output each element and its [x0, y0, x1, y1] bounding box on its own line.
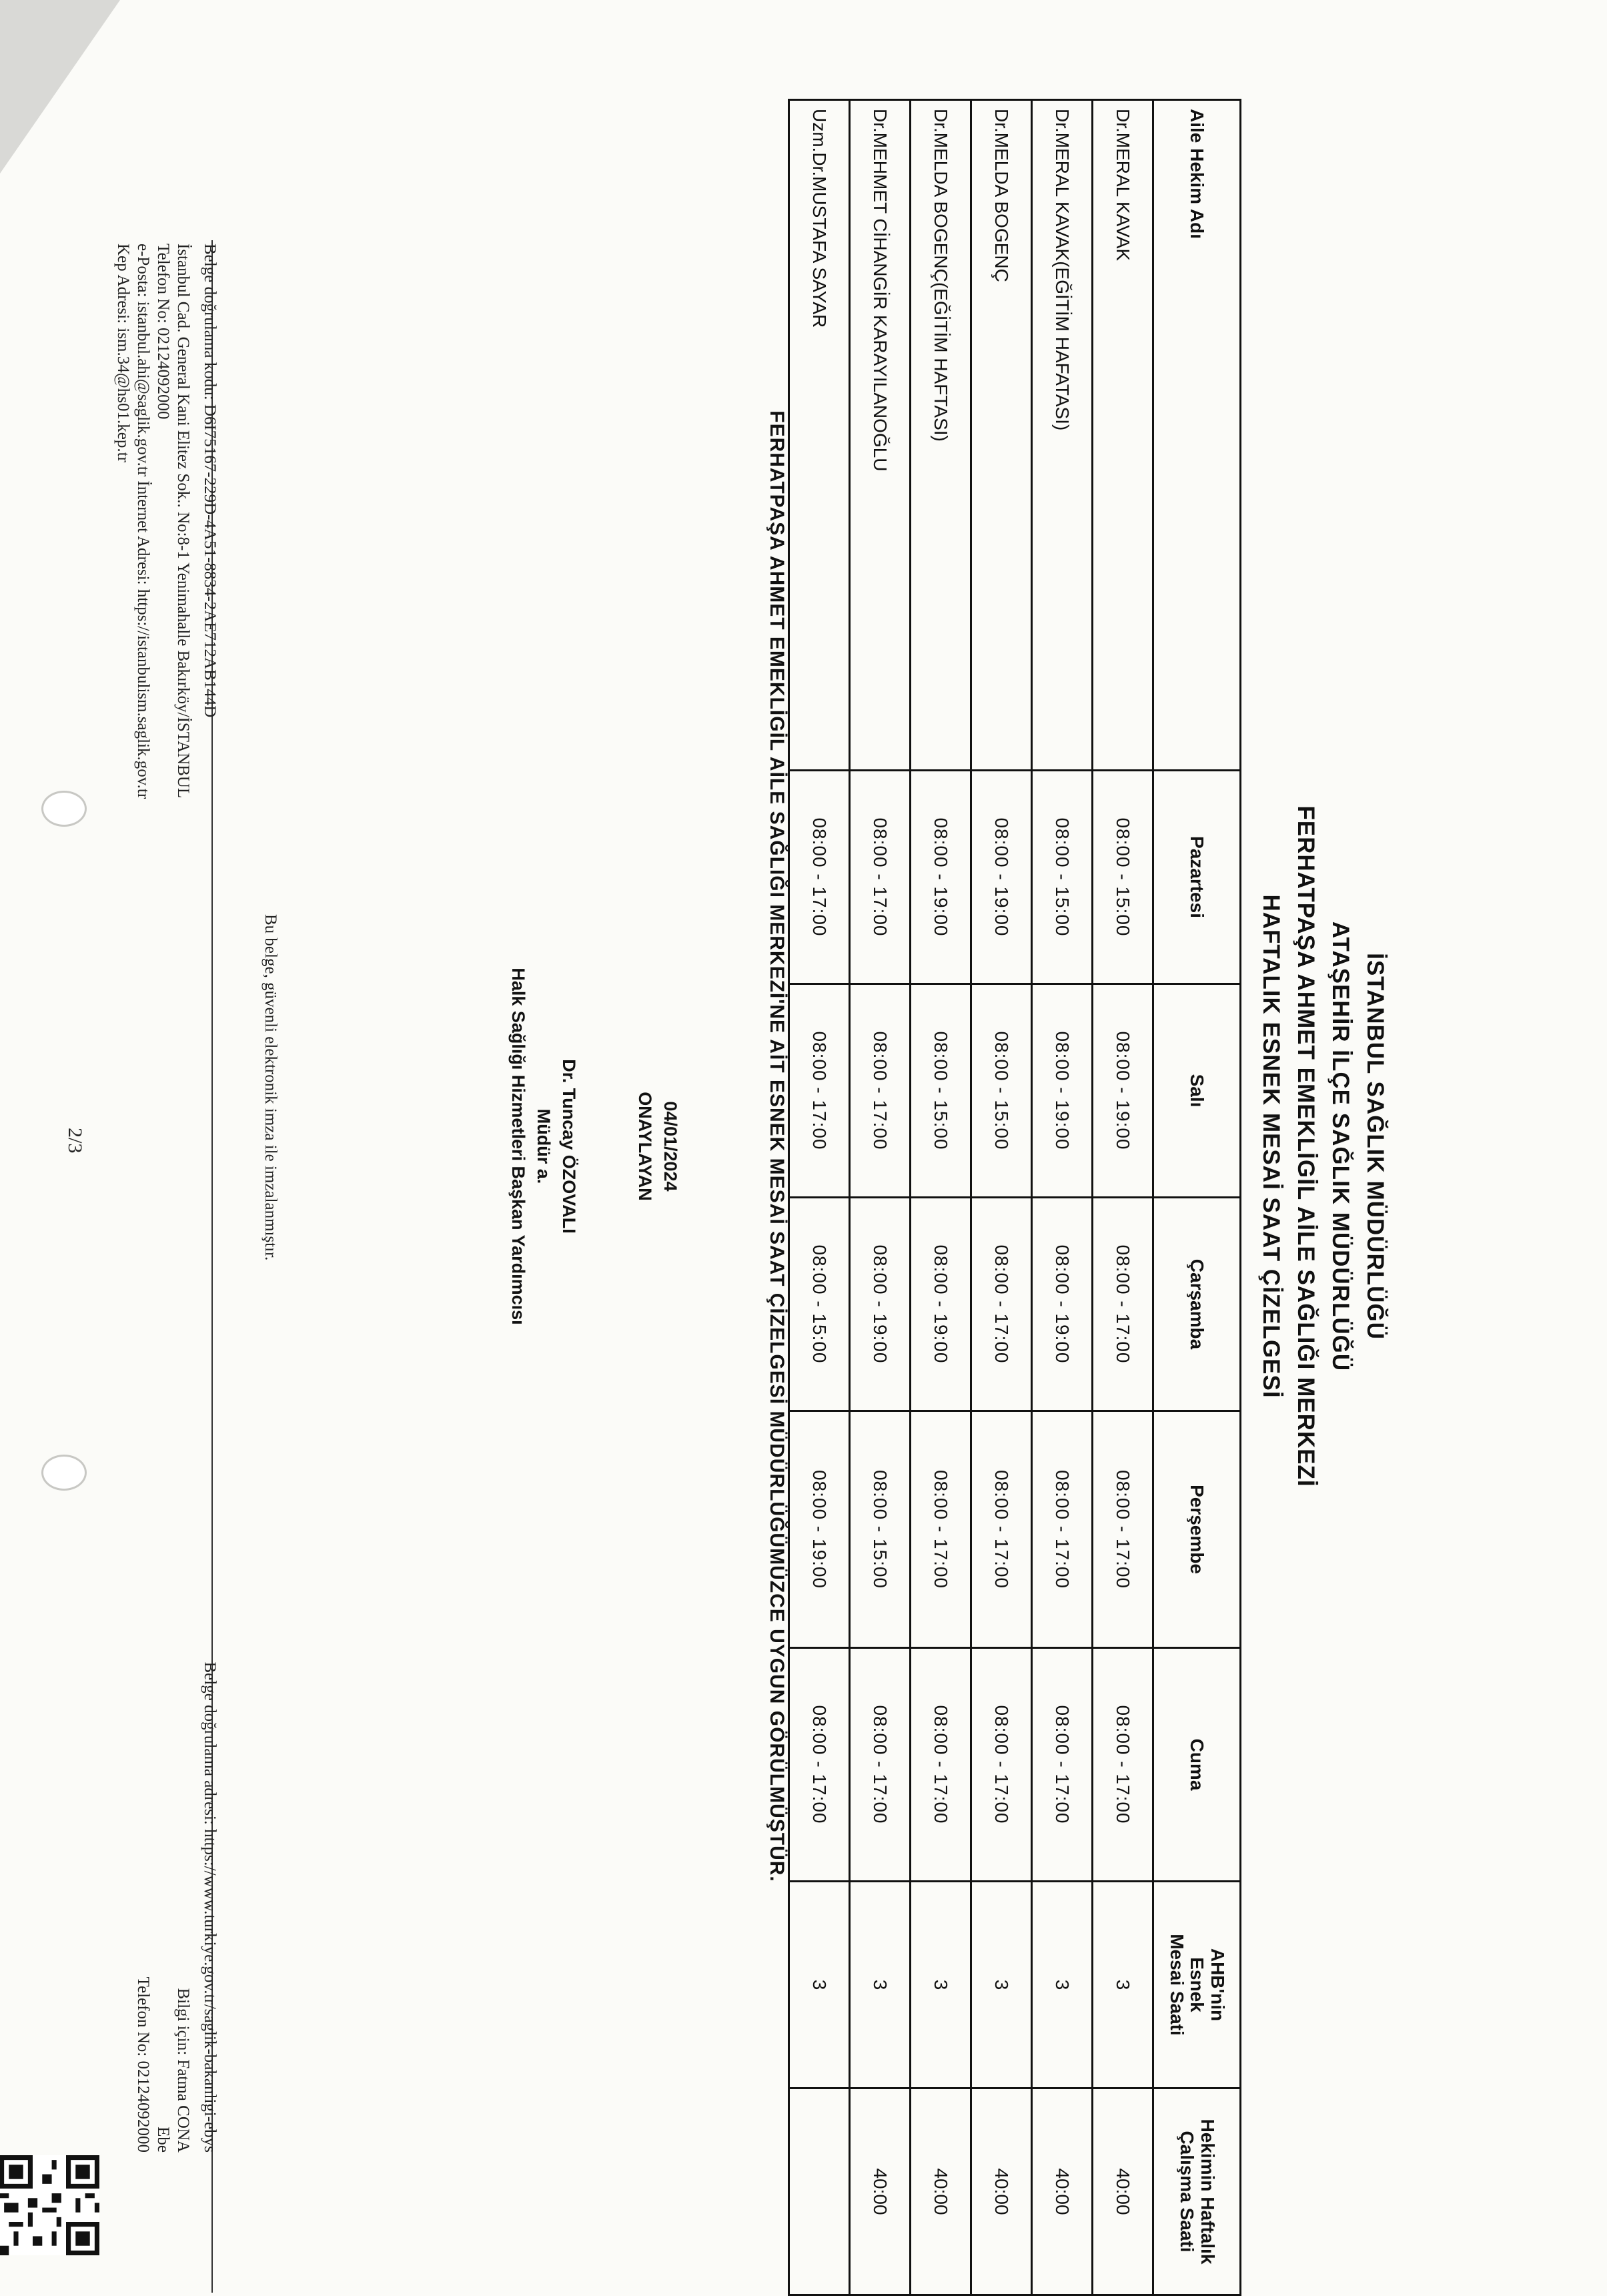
col-header-flex-line1: AHB'nin [1207, 1948, 1229, 2022]
friday-hours: 08:00 - 17:00 [789, 1648, 850, 1882]
wednesday-hours: 08:00 - 19:00 [1032, 1198, 1093, 1411]
thursday-hours: 08:00 - 17:00 [911, 1411, 971, 1648]
signer-title: Müdür a. [534, 1108, 554, 1184]
col-header-friday: Cuma [1153, 1648, 1241, 1882]
signature-space [582, 667, 632, 1625]
thursday-hours: 08:00 - 15:00 [850, 1411, 911, 1648]
footer-email: e-Posta: istanbul.ahi@saglik.gov.tr İnternet Adresi: https://istanbulism.saglik.gov.tr [134, 244, 152, 799]
col-header-weekly-hours [1153, 2088, 1241, 2295]
col-header-weekly-line1: Hekimin Haftalık [1197, 2119, 1218, 2265]
weekly-hours: 40:00 [850, 2088, 911, 2295]
doctor-name: Dr.MEHMET CİHANGİR KARAYILANOĞLU [850, 100, 911, 771]
flex-hours: 3 [971, 1882, 1032, 2088]
footer-right [133, 1662, 219, 2153]
col-header-thursday: Perşembe [1153, 1411, 1241, 1648]
doctor-name: Dr.MELDA BOGENÇ(EĞİTİM HAFTASI) [911, 100, 971, 771]
col-header-name: Aile Hekim Adı [1153, 100, 1241, 771]
signer-name: Dr. Tuncay ÖZOVALI [559, 1059, 579, 1234]
col-header-flex-line2: Esnek [1187, 1957, 1208, 2012]
qr-code-icon [0, 2155, 99, 2255]
col-header-monday: Pazartesi [1153, 771, 1241, 984]
friday-hours: 08:00 - 17:00 [911, 1648, 971, 1882]
doctor-name: Dr.MERAL KAVAK(EĞİTİM HAFATASI) [1032, 100, 1093, 771]
flex-hours: 3 [911, 1882, 971, 2088]
flex-hours: 3 [1093, 1882, 1153, 2088]
contact-phone: Telefon No: 02124092000 [134, 1976, 152, 2153]
monday-hours: 08:00 - 17:00 [850, 771, 911, 984]
monday-hours: 08:00 - 19:00 [971, 771, 1032, 984]
table-row [1032, 100, 1093, 2295]
signature-block [506, 667, 683, 1625]
approval-statement: FERHATPAŞA AHMET EMEKLİGİL AİLE SAĞLIĞI MERKEZİ'NE AİT ESNEK MESAİ SAAT ÇİZELGESİ MÜDÜRLÜĞÜMÜZCE UYGUN GÖRÜLMÜŞTÜR. [766, 410, 788, 1882]
monday-hours: 08:00 - 19:00 [911, 771, 971, 984]
thursday-hours: 08:00 - 17:00 [1032, 1411, 1093, 1648]
monday-hours: 08:00 - 15:00 [1093, 771, 1153, 984]
friday-hours: 08:00 - 17:00 [971, 1648, 1032, 1882]
footer-kep: Kep Adresi: ism.34@hs01.kep.tr [114, 244, 132, 462]
col-header-wednesday: Çarşamba [1153, 1198, 1241, 1411]
col-header-flex-hours [1153, 1882, 1241, 2088]
flex-hours: 3 [850, 1882, 911, 2088]
verification-url: Belge doğrulama adresi: https://www.turkiye.gov.tr/saglik-bakanligi-ebys [201, 1661, 219, 2153]
friday-hours: 08:00 - 17:00 [1093, 1648, 1153, 1882]
tuesday-hours: 08:00 - 15:00 [911, 984, 971, 1198]
flex-hours: 3 [789, 1882, 850, 2088]
table-row [850, 100, 911, 2295]
wednesday-hours: 08:00 - 19:00 [911, 1198, 971, 1411]
col-header-tuesday: Salı [1153, 984, 1241, 1198]
doctor-name: Dr.MERAL KAVAK [1093, 100, 1153, 771]
wednesday-hours: 08:00 - 17:00 [971, 1198, 1032, 1411]
header-ministry: İSTANBUL SAĞLIK MÜDÜRLÜĞÜ [1362, 953, 1388, 1340]
weekly-hours: 40:00 [1032, 2088, 1093, 2295]
weekly-hours: 40:00 [1093, 2088, 1153, 2295]
verification-code: Belge doğrulama kodu: D6I75167-229D-4A51-8834-2AE712AB144D [201, 244, 219, 718]
tuesday-hours: 08:00 - 19:00 [1032, 984, 1093, 1198]
doctor-name: Uzm.Dr.MUSTAFA SAYAR [789, 100, 850, 771]
monday-hours: 08:00 - 15:00 [1032, 771, 1093, 984]
footer-left [113, 244, 219, 799]
table-header-row [1153, 100, 1241, 2295]
friday-hours: 08:00 - 17:00 [1032, 1648, 1093, 1882]
thursday-hours: 08:00 - 17:00 [1093, 1411, 1153, 1648]
table-row [789, 100, 850, 2295]
wednesday-hours: 08:00 - 17:00 [1093, 1198, 1153, 1411]
table-row [911, 100, 971, 2295]
thursday-hours: 08:00 - 17:00 [971, 1411, 1032, 1648]
col-header-weekly-line2: Çalışma Saati [1177, 2131, 1197, 2253]
table-row [1093, 100, 1153, 2295]
page-title: HAFTALIK ESNEK MESAİ SAAT ÇİZELGESİ [1258, 894, 1284, 1399]
contact-title: Ebe [154, 2127, 172, 2153]
wednesday-hours: 08:00 - 19:00 [850, 1198, 911, 1411]
tuesday-hours: 08:00 - 19:00 [1093, 984, 1153, 1198]
schedule-table [788, 99, 1241, 2296]
page-number: 2/3 [64, 1128, 86, 1154]
contact-person: Bilgi için: Fatma CONA [174, 1988, 192, 2153]
weekly-hours [789, 2088, 850, 2295]
weekly-hours: 40:00 [971, 2088, 1032, 2295]
col-header-flex-line3: Mesai Saati [1166, 1934, 1187, 2036]
approval-status: ONAYLAYAN [635, 1092, 655, 1201]
signer-position: Halk Sağlığı Hizmetleri Başkan Yardımcısı [508, 968, 528, 1325]
wednesday-hours: 08:00 - 15:00 [789, 1198, 850, 1411]
thursday-hours: 08:00 - 19:00 [789, 1411, 850, 1648]
doctor-name: Dr.MELDA BOGENÇ [971, 100, 1032, 771]
esign-note: Bu belge, güvenli elektronik imza ile imzalanmıştır. [261, 914, 280, 1261]
footer-address: İstanbul Cad. General Kani Elitez Sok.. No:8-1 Yenimahalle Bakırköy/İSTANBUL [174, 244, 192, 799]
footer-phone: Telefon No: 02124092000 [154, 244, 172, 420]
weekly-hours: 40:00 [911, 2088, 971, 2295]
tuesday-hours: 08:00 - 15:00 [971, 984, 1032, 1198]
tuesday-hours: 08:00 - 17:00 [850, 984, 911, 1198]
flex-hours: 3 [1032, 1882, 1093, 2088]
approval-date: 04/01/2024 [660, 1101, 680, 1192]
header-center: FERHATPAŞA AHMET EMEKLİGİL AİLE SAĞLIĞI MERKEZİ [1293, 805, 1319, 1487]
tuesday-hours: 08:00 - 17:00 [789, 984, 850, 1198]
monday-hours: 08:00 - 17:00 [789, 771, 850, 984]
header-district: ATAŞEHİR İLÇE SAĞLIK MÜDÜRLÜĞÜ [1327, 921, 1354, 1372]
friday-hours: 08:00 - 17:00 [850, 1648, 911, 1882]
table-row [971, 100, 1032, 2295]
